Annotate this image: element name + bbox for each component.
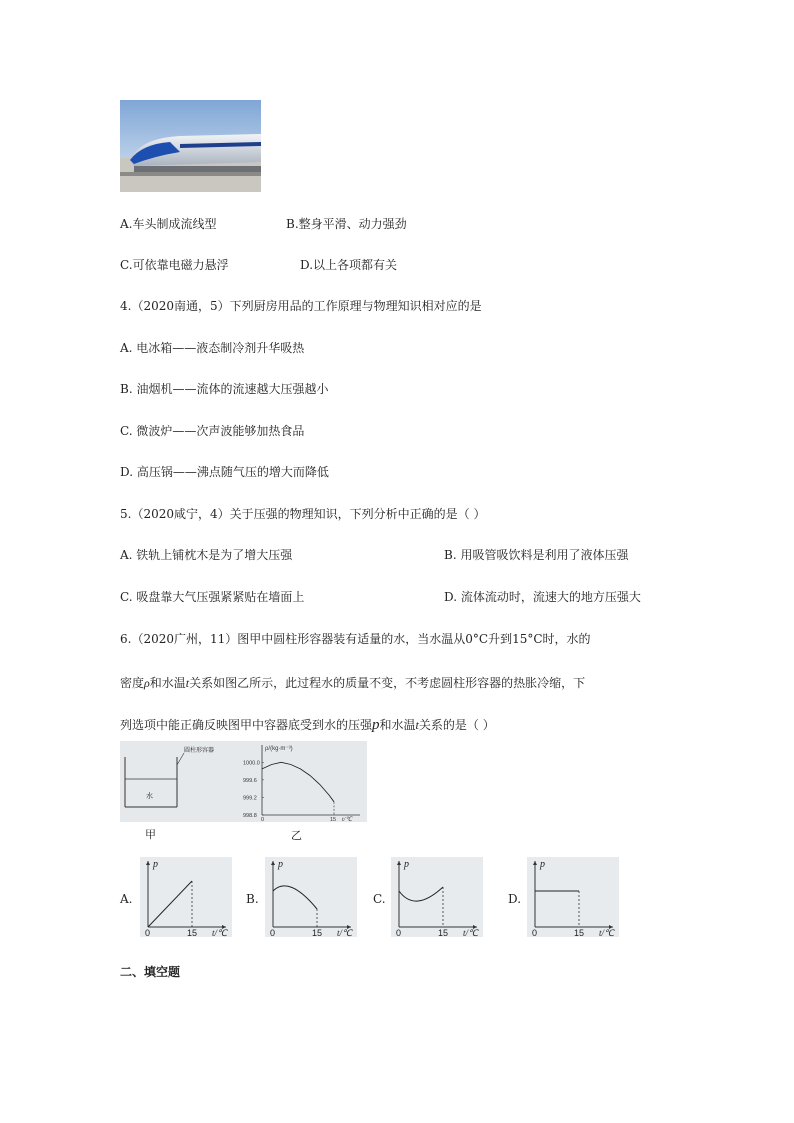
q5-option-d: D. 流体流动时，流速大的地方压强大 [444,590,641,604]
x-tick-label: 0 [532,928,538,937]
x-tick-label: 15 [187,928,198,937]
x-tick-label: 0 [396,928,402,937]
q4-option-b: B. 油烟机——流体的流速越大压强越小 [120,382,329,396]
q5-option-c: C. 吸盘靠大气压强紧紧贴在墙面上 [120,590,305,604]
water-label: 水 [146,793,153,800]
graph-option-b [265,857,357,937]
figure-yi-chart [242,741,367,822]
pressure-curve [399,887,443,901]
q3-option-a: A.车头制成流线型 [120,217,217,231]
y-axis-label: p [153,859,158,870]
graph-option-b-label: B. [246,892,259,906]
density-curve [262,762,334,802]
x-tick-label: 15 [330,817,337,822]
q3-option-d: D.以上各项都有关 [300,258,398,272]
x-axis-label: t/℃ [463,928,479,937]
q6-line-1: 6.（2020广州，11）图甲中圆柱形容器装有适量的水，当水温从0°C升到15°C时，水的 [120,632,591,646]
q4-option-a: A. 电冰箱——液态制冷剂升华吸热 [120,341,305,355]
q6-line-3: 列选项中能正确反映图甲中容器底受到水的压强p和水温t关系的是（ ） [120,717,495,733]
x-tick-label: 0 [261,817,265,822]
x-axis-label: t/℃ [342,817,353,822]
graph-option-d [527,857,619,937]
y-axis-arrow [146,861,150,865]
x-axis-label: t/℃ [599,928,615,937]
section-title: 二、填空题 [120,965,181,979]
pressure-curve [273,886,317,909]
y-axis-arrow [533,861,537,865]
x-tick-label: 15 [438,928,449,937]
x-tick-label: 15 [574,928,585,937]
y-tick-label: 999.6 [243,777,257,784]
graph-option-a [140,857,232,937]
graph-option-a-label: A. [120,892,133,906]
figure-jia [120,741,242,822]
x-tick-label: 0 [270,928,276,937]
graph-option-d-label: D. [508,892,522,906]
maglev-train-photo [120,100,261,192]
figure-jia-caption: 甲 [145,829,156,841]
q5-option-b: B. 用吸管吸饮料是利用了液体压强 [444,548,629,562]
graph-option-c [391,857,483,937]
figure-yi-caption: 乙 [291,830,302,842]
q4-option-d: D. 高压锅——沸点随气压的增大而降低 [120,465,329,479]
y-axis-label: ρ/(kg·m⁻³) [265,746,293,752]
y-axis-label: p [278,859,283,870]
q4-option-c: C. 微波炉——次声波能够加热食品 [120,424,305,438]
x-axis-label: t/℃ [212,928,228,937]
x-tick-label: 15 [312,928,323,937]
q5-option-a: A. 铁轨上铺枕木是为了增大压强 [120,548,293,562]
x-tick-label: 0 [145,928,151,937]
graph-option-c-label: C. [373,892,386,906]
q3-option-c: C.可依靠电磁力悬浮 [120,258,229,272]
q4-stem: 4.（2020南通，5）下列厨房用品的工作原理与物理知识相对应的是 [120,299,482,313]
q6-line-2: 密度ρ和水温t关系如图乙所示，此过程水的质量不变，不考虑圆柱形容器的热胀冷缩，下 [120,676,586,690]
y-tick-label: 999.2 [243,795,257,802]
y-axis-arrow [271,861,275,865]
y-axis-arrow [397,861,401,865]
y-axis-label: p [540,859,545,870]
pressure-curve [148,881,192,927]
q3-option-b: B.整身平滑、动力强劲 [286,217,407,231]
y-axis-label: p [404,859,409,870]
q5-stem: 5.（2020咸宁，4）关于压强的物理知识，下列分析中正确的是（ ） [120,507,486,521]
y-tick-label: 998.8 [243,813,257,819]
x-axis-label: t/℃ [337,928,353,937]
container-label: 圆柱形容器 [184,748,215,754]
y-tick-label: 1000.0 [243,760,260,767]
